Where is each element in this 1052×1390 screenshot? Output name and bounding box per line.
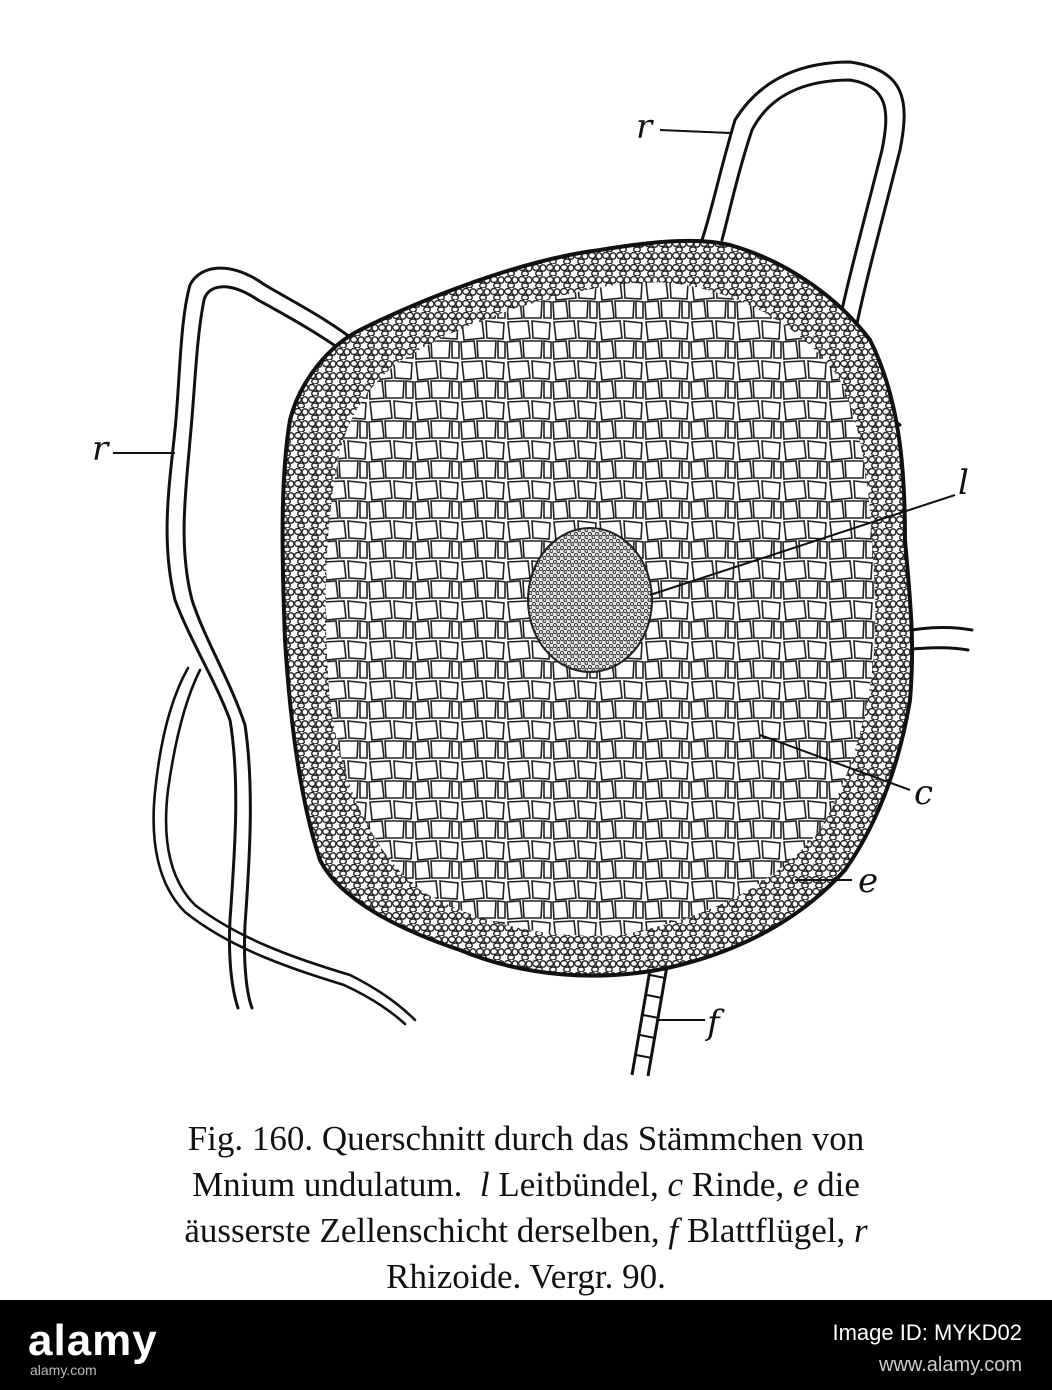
image-id-text: Image ID: MYKD02 bbox=[832, 1320, 1022, 1345]
label-f: f bbox=[707, 1003, 720, 1043]
caption-line-1 bbox=[40, 1116, 1012, 1162]
label-r-top: r bbox=[636, 107, 653, 147]
caption-text: Mnium undulatum. bbox=[192, 1165, 463, 1204]
caption-line-3 bbox=[40, 1208, 1012, 1254]
label-l: l bbox=[958, 463, 969, 503]
caption-text: Rinde, bbox=[691, 1165, 785, 1204]
label-e: e bbox=[858, 861, 879, 901]
caption-text: Rhizoide. Vergr. 90. bbox=[386, 1257, 666, 1296]
caption-text: äusserste Zellenschicht derselben, bbox=[184, 1211, 660, 1250]
figure-caption bbox=[40, 1116, 1012, 1300]
caption-text: Leitbündel, bbox=[498, 1165, 659, 1204]
caption-line-4 bbox=[40, 1254, 1012, 1300]
caption-symbol-e: e bbox=[792, 1165, 809, 1204]
caption-symbol-l: l bbox=[479, 1165, 490, 1204]
caption-line-2 bbox=[40, 1162, 1012, 1208]
site-url-link[interactable]: www.alamy.com bbox=[879, 1354, 1022, 1376]
caption-symbol-r: r bbox=[854, 1211, 868, 1250]
caption-text: Fig. 160. Querschnitt durch das Stämmchen von bbox=[187, 1119, 865, 1158]
leaf-wing bbox=[632, 958, 668, 1076]
label-c: c bbox=[914, 773, 934, 813]
caption-symbol-f: f bbox=[668, 1211, 679, 1250]
watermark-footer bbox=[0, 1300, 1052, 1390]
logo-site-text: alamy.com bbox=[30, 1362, 97, 1378]
stem-body bbox=[270, 230, 920, 990]
leader-r-top bbox=[660, 130, 730, 133]
caption-text: die bbox=[817, 1165, 860, 1204]
caption-text: Blattflügel, bbox=[686, 1211, 846, 1250]
caption-symbol-c: c bbox=[667, 1165, 683, 1204]
label-r-left: r bbox=[92, 429, 109, 469]
alamy-logo[interactable]: alamy bbox=[28, 1316, 158, 1365]
